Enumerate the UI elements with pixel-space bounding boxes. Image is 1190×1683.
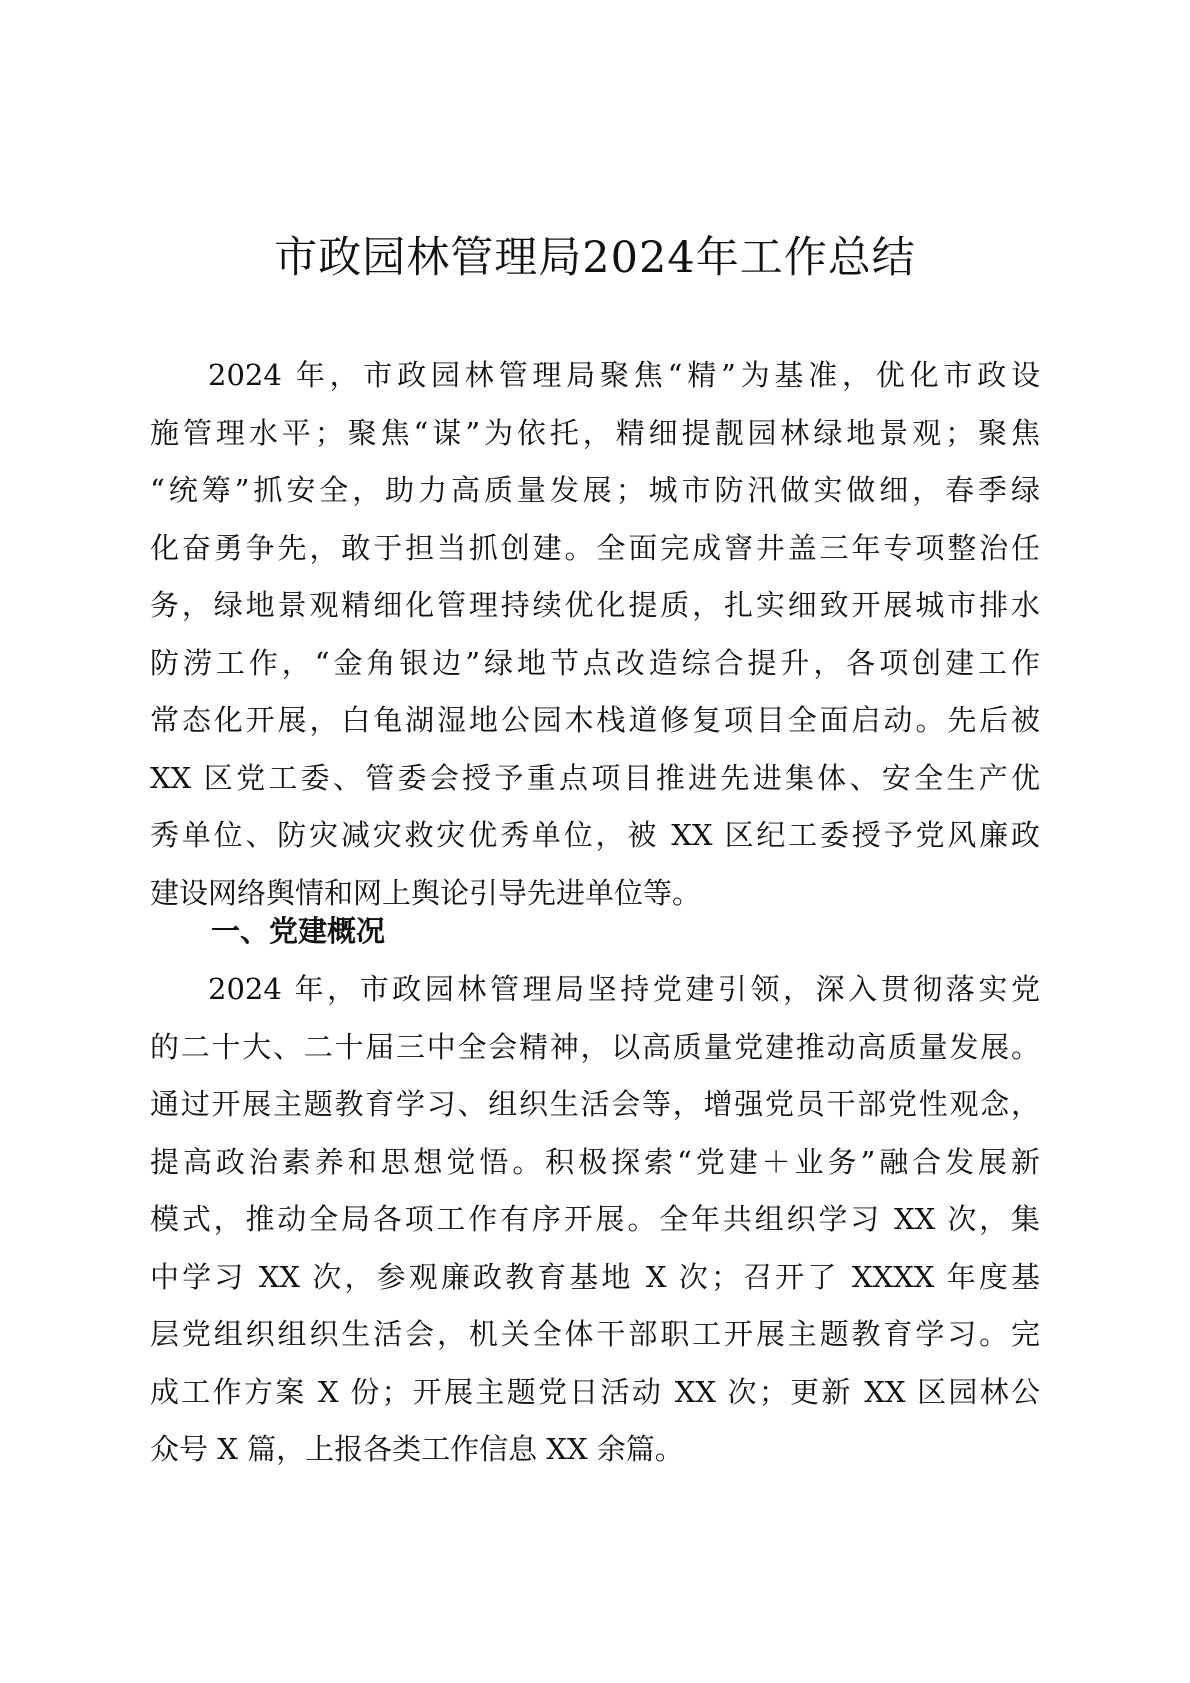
paragraph-summary <box>150 347 1040 922</box>
paragraph-line: 成工作方案 X 份；开展主题党日活动 XX 次；更新 XX 区园林公 <box>150 1374 1040 1409</box>
document-title: 市政园林管理局2024年工作总结 <box>274 233 916 283</box>
paragraph-line: 施管理水平；聚焦“谋”为依托，精细提靓园林绿地景观；聚焦 <box>150 415 1040 450</box>
paragraph-line: 层党组织组织生活会，机关全体干部职工开展主题教育学习。完 <box>150 1317 1040 1351</box>
paragraph-line: 务，绿地景观精细化管理持续优化提质，扎实细致开展城市排水 <box>150 588 1040 622</box>
paragraph-line: 秀单位、防灾减灾救灾优秀单位，被 XX 区纪工委授予党风廉政 <box>150 818 1040 852</box>
paragraph-line: 2024 年，市政园林管理局聚焦“精”为基准，优化市政设 <box>208 358 1040 392</box>
paragraph-line: XX 区党工委、管委会授予重点项目推进先进集体、安全生产优 <box>150 760 1040 795</box>
paragraph-line: 防涝工作，“金角银边”绿地节点改造综合提升，各项创建工作 <box>150 645 1040 680</box>
paragraph-line: “统筹”抓安全，助力高质量发展；城市防汛做实做细，春季绿 <box>150 473 1040 507</box>
paragraph-line: 中学习 XX 次，参观廉政教育基地 X 次；召开了 XXXX 年度基 <box>150 1259 1040 1294</box>
paragraph-line: 常态化开展，白龟湖湿地公园木栈道修复项目全面启动。先后被 <box>150 703 1040 737</box>
paragraph-line: 的二十大、二十届三中全会精神，以高质量党建推动高质量发展。 <box>150 1029 1040 1064</box>
paragraph-line: 众号 X 篇，上报各类工作信息 XX 余篇。 <box>150 1432 684 1466</box>
paragraph-line: 模式，推动全局各项工作有序开展。全年共组织学习 XX 次，集 <box>150 1202 1040 1236</box>
paragraph-line: 通过开展主题教育学习、组织生活会等，增强党员干部党性观念， <box>150 1087 1040 1121</box>
paragraph-line: 建设网络舆情和网上舆论引导先进单位等。 <box>150 875 702 910</box>
paragraph-line: 化奋勇争先，敢于担当抓创建。全面完成窨井盖三年专项整治任 <box>150 530 1040 565</box>
paragraph-line: 提高政治素养和思想觉悟。积极探索“党建＋业务”融合发展新 <box>150 1144 1040 1179</box>
section-heading-party-building: 一、党建概况 <box>211 914 386 948</box>
paragraph-line: 2024 年，市政园林管理局坚持党建引领，深入贯彻落实党 <box>208 972 1040 1006</box>
paragraph-party-building <box>150 961 1040 1479</box>
